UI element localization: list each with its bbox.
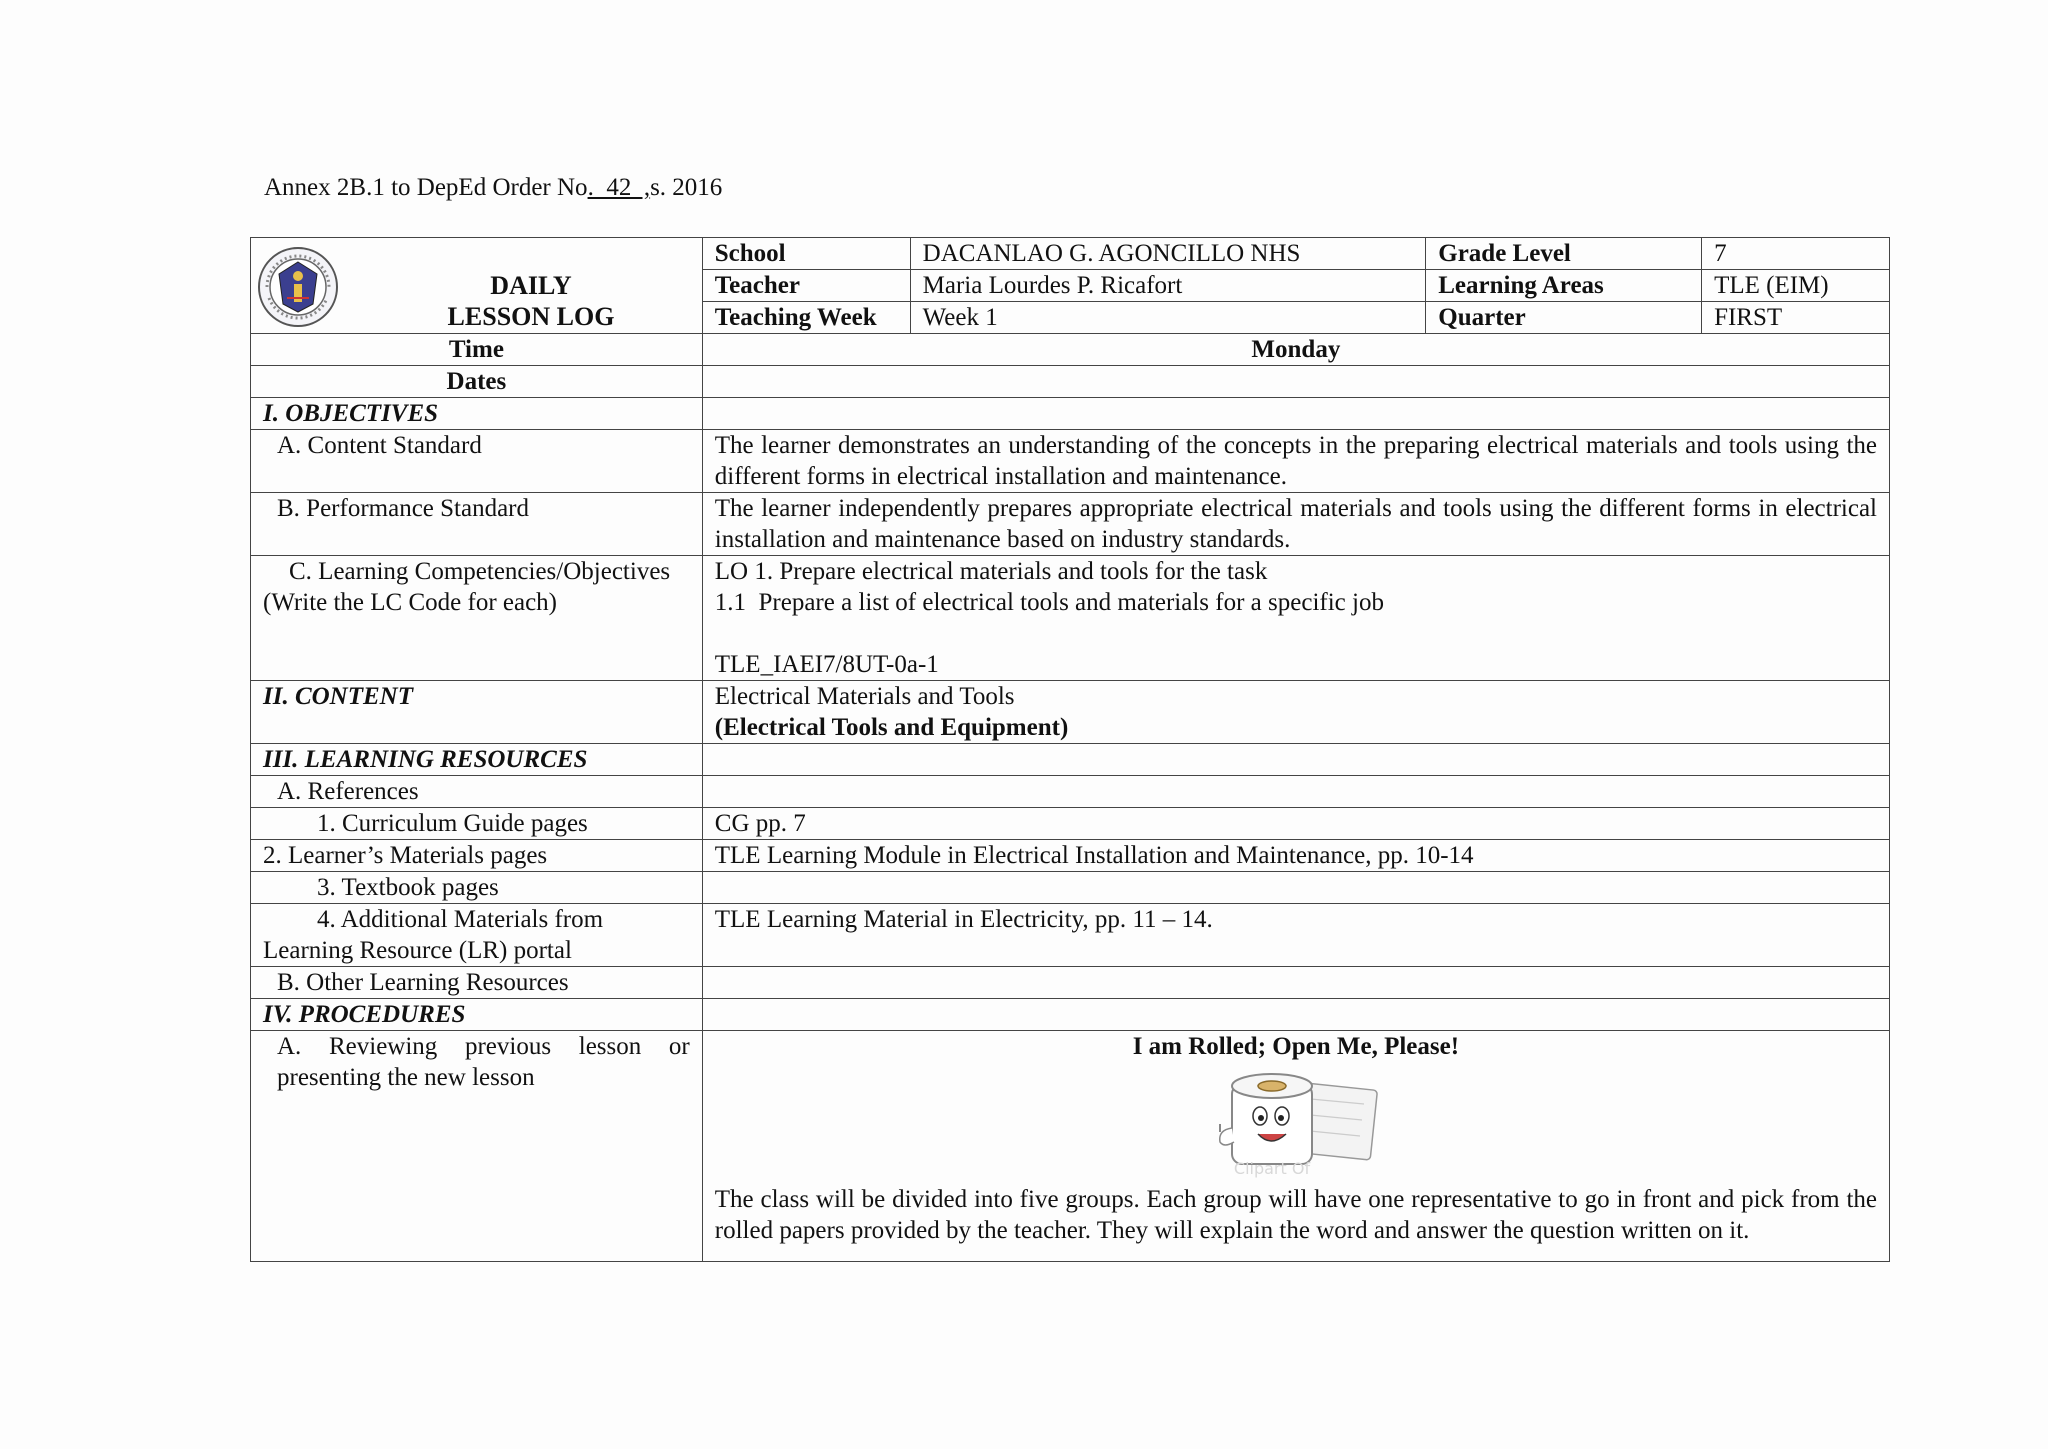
competencies-label-line1: C. Learning Competencies/Objectives: [289, 558, 671, 585]
competency-code: TLE_IAEI7/8UT-0a-1: [714, 651, 939, 678]
learners-materials-value: TLE Learning Module in Electrical Installation and Maintenance, pp. 10-14: [702, 840, 1889, 872]
objectives-heading: I. OBJECTIVES: [251, 398, 703, 430]
teaching-week-label: Teaching Week: [702, 302, 910, 334]
content-standard-text: The learner demonstrates an understanding of the concepts in the preparing electrical materials and tools using the different forms in electrical installation and maintenance.: [702, 430, 1889, 493]
activity-title: I am Rolled; Open Me, Please!: [1132, 1033, 1460, 1060]
rolled-paper-mascot: [715, 1062, 1877, 1184]
other-resources-label: B. Other Learning Resources: [251, 967, 703, 999]
competency-item-1-1: 1.1 Prepare a list of electrical tools and materials for a specific job: [714, 589, 1384, 616]
annex-prefix: Annex 2B.1 to DepEd Order No: [264, 174, 588, 201]
dates-value: [702, 366, 1889, 398]
quarter-value: FIRST: [1702, 302, 1890, 334]
other-resources-value: [702, 967, 1889, 999]
content-heading: II. CONTENT: [251, 681, 703, 744]
objectives-empty: [702, 398, 1889, 430]
teaching-week-value: Week 1: [910, 302, 1426, 334]
performance-standard-label: B. Performance Standard: [251, 493, 703, 556]
review-lesson-content: [702, 1031, 1889, 1262]
teacher-label: Teacher: [702, 270, 910, 302]
performance-standard-text: The learner independently prepares appropriate electrical materials and tools using the different forms in electrical installation and maintenance based on industry standards.: [702, 493, 1889, 556]
additional-materials-line2: Learning Resource (LR) portal: [263, 937, 572, 964]
content-standard-label: A. Content Standard: [251, 430, 703, 493]
time-label: Time: [251, 334, 703, 366]
content-text: [702, 681, 1889, 744]
resources-heading: III. LEARNING RESOURCES: [251, 744, 703, 776]
annex-order-no: . 42 ,: [587, 174, 651, 201]
learning-areas-value: TLE (EIM): [1702, 270, 1890, 302]
references-label: A. References: [251, 776, 703, 808]
references-empty: [702, 776, 1889, 808]
learners-materials-label: 2. Learner’s Materials pages: [251, 840, 703, 872]
annex-reference: [264, 174, 722, 202]
learning-areas-label: Learning Areas: [1426, 270, 1702, 302]
review-lesson-label: A. Reviewing previous lesson or presenting the new lesson: [251, 1031, 703, 1262]
competencies-label: [251, 556, 703, 681]
toilet-paper-mascot-icon: [1196, 1068, 1396, 1180]
school-label: School: [702, 238, 910, 270]
additional-materials-line1: 4. Additional Materials from: [317, 906, 604, 933]
additional-materials-label: [251, 904, 703, 967]
curriculum-guide-value: CG pp. 7: [702, 808, 1889, 840]
annex-suffix: s. 2016: [650, 174, 723, 201]
additional-materials-value: TLE Learning Material in Electricity, pp. 11 – 14.: [702, 904, 1889, 967]
content-line2: (Electrical Tools and Equipment): [714, 714, 1069, 741]
textbook-pages-value: [702, 872, 1889, 904]
dates-label: Dates: [251, 366, 703, 398]
deped-seal-icon: [257, 246, 339, 328]
daily-lesson-log-table: [250, 237, 1890, 1262]
procedures-empty: [702, 999, 1889, 1031]
competency-lo1: LO 1. Prepare electrical materials and tools for the task: [714, 558, 1268, 585]
resources-empty: [702, 744, 1889, 776]
watermark-text: Clipart Of: [1233, 1159, 1310, 1178]
curriculum-guide-label: 1. Curriculum Guide pages: [251, 808, 703, 840]
dll-title-line1: DAILY: [490, 271, 572, 300]
school-value: DACANLAO G. AGONCILLO NHS: [910, 238, 1426, 270]
dll-title-line2: LESSON LOG: [447, 302, 615, 331]
activity-description: The class will be divided into five groups. Each group will have one representative to go in front and pick from the rolled papers provided by the teacher. They will explain the word and answer the question written on it.: [714, 1186, 1877, 1244]
textbook-pages-label: 3. Textbook pages: [251, 872, 703, 904]
header-logo-cell: [251, 238, 703, 334]
teacher-value: Maria Lourdes P. Ricafort: [910, 270, 1426, 302]
competencies-text: [702, 556, 1889, 681]
content-line1: Electrical Materials and Tools: [714, 683, 1015, 710]
grade-level-value: 7: [1702, 238, 1890, 270]
procedures-heading: IV. PROCEDURES: [251, 999, 703, 1031]
day-heading: Monday: [702, 334, 1889, 366]
competencies-label-line2: (Write the LC Code for each): [263, 589, 558, 616]
grade-level-label: Grade Level: [1426, 238, 1702, 270]
quarter-label: Quarter: [1426, 302, 1702, 334]
dll-title: [381, 270, 681, 332]
